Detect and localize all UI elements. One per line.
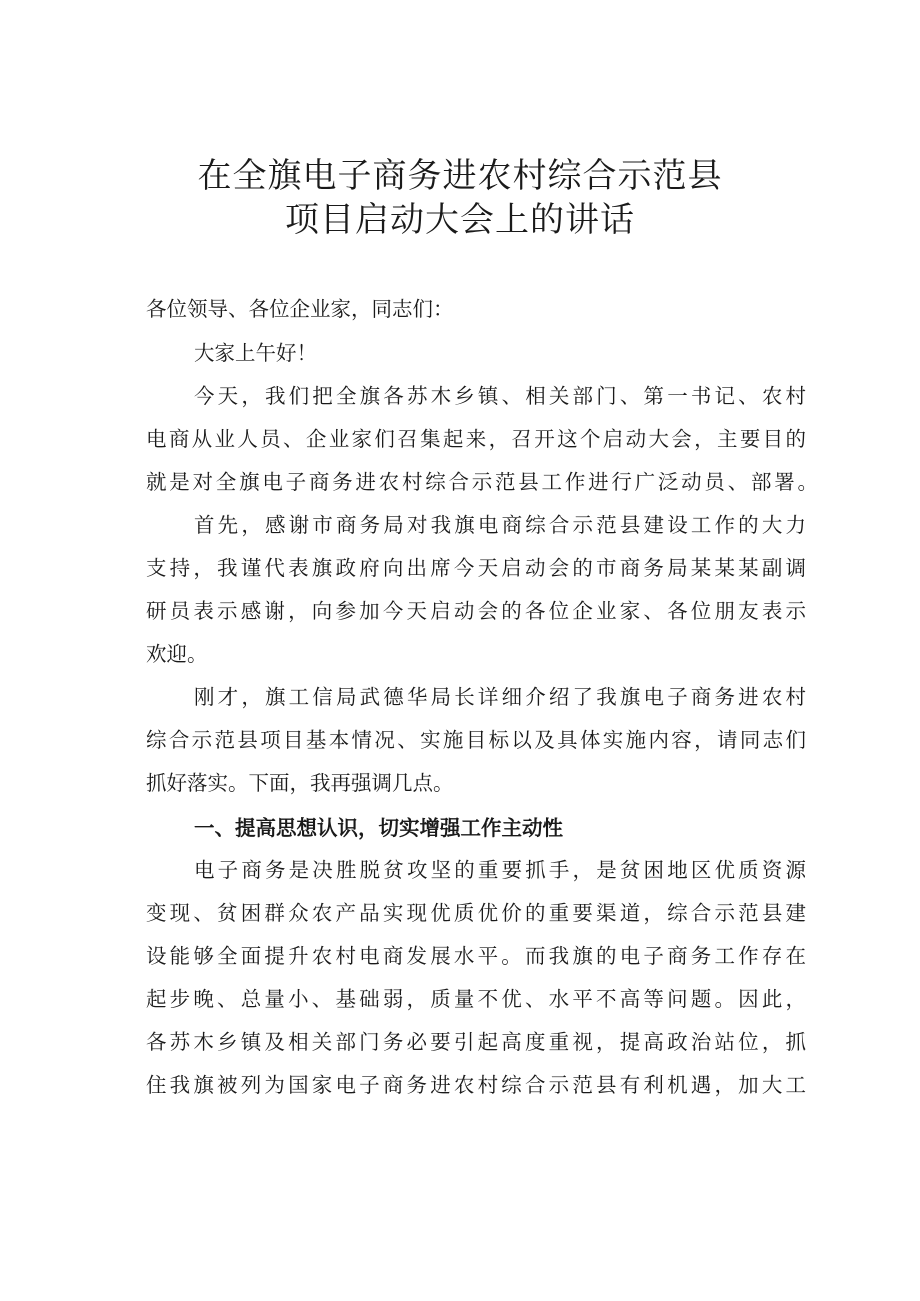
- paragraph-2-line-4: 欢迎。: [146, 642, 208, 666]
- paragraph-3-line-1: 刚才，旗工信局武德华局长详细介绍了我旗电子商务进农村: [194, 685, 806, 709]
- greeting: 大家上午好！: [194, 341, 317, 365]
- paragraph-4-line-3: 设能够全面提升农村电商发展水平。而我旗的电子商务工作存在: [146, 944, 806, 968]
- document-title-line-1: 在全旗电子商务进农村综合示范县: [197, 156, 723, 196]
- paragraph-1-line-3: 就是对全旗电子商务进农村综合示范县工作进行广泛动员、部署。: [146, 470, 818, 494]
- salutation: 各位领导、各位企业家，同志们：: [146, 297, 454, 321]
- paragraph-1-line-1: 今天，我们把全旗各苏木乡镇、相关部门、第一书记、农村: [194, 384, 806, 408]
- paragraph-4-line-2: 变现、贫困群众农产品实现优质优价的重要渠道，综合示范县建: [146, 901, 806, 925]
- paragraph-2-line-2: 支持，我谨代表旗政府向出席今天启动会的市商务局某某某副调: [146, 556, 806, 580]
- paragraph-4-line-5: 各苏木乡镇及相关部门务必要引起高度重视，提高政治站位，抓: [146, 1030, 806, 1054]
- paragraph-4-line-4: 起步晚、总量小、基础弱，质量不优、水平不高等问题。因此，: [146, 987, 806, 1011]
- paragraph-4-line-6: 住我旗被列为国家电子商务进农村综合示范县有利机遇，加大工: [146, 1073, 806, 1097]
- paragraph-1-line-2: 电商从业人员、企业家们召集起来，召开这个启动大会，主要目的: [146, 427, 806, 451]
- section-1-heading: 一、提高思想认识，切实增强工作主动性: [194, 816, 563, 840]
- paragraph-4-line-1: 电子商务是决胜脱贫攻坚的重要抓手，是贫困地区优质资源: [194, 858, 806, 882]
- paragraph-2-line-3: 研员表示感谢，向参加今天启动会的各位企业家、各位朋友表示: [146, 599, 806, 623]
- paragraph-2-line-1: 首先，感谢市商务局对我旗电商综合示范县建设工作的大力: [194, 513, 806, 537]
- paragraph-3-line-2: 综合示范县项目基本情况、实施目标以及具体实施内容，请同志们: [146, 728, 806, 752]
- document-title-line-2: 项目启动大会上的讲话: [285, 200, 635, 240]
- paragraph-3-line-3: 抓好落实。下面，我再强调几点。: [146, 771, 454, 795]
